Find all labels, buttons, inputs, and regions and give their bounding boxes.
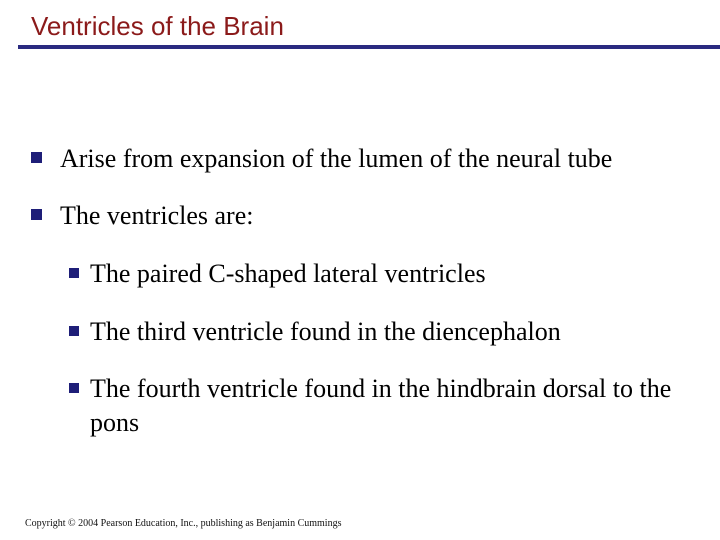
bullet-text: The ventricles are: — [60, 201, 254, 230]
subbullet-text: The third ventricle found in the diencephalon — [90, 317, 561, 346]
subbullet-text: The paired C-shaped lateral ventricles — [90, 259, 486, 288]
slide-title: Ventricles of the Brain — [31, 11, 284, 41]
bullet-item — [31, 142, 711, 176]
square-bullet-icon — [31, 199, 60, 233]
bullet-text: Arise from expansion of the lumen of the neural tube — [60, 144, 613, 173]
square-bullet-icon — [69, 315, 90, 349]
title-underline — [18, 45, 720, 49]
bullet-item — [31, 199, 711, 233]
subbullet-text: The fourth ventricle found in the hindbrain dorsal to the pons — [90, 374, 672, 437]
square-bullet-icon — [31, 142, 60, 176]
square-bullet-icon — [69, 372, 90, 406]
subbullet-item — [69, 315, 711, 349]
subbullet-item — [69, 372, 711, 440]
subbullet-item — [69, 257, 711, 291]
copyright-footer: Copyright © 2004 Pearson Education, Inc., publishing as Benjamin Cummings — [25, 518, 342, 529]
square-bullet-icon — [69, 257, 90, 291]
